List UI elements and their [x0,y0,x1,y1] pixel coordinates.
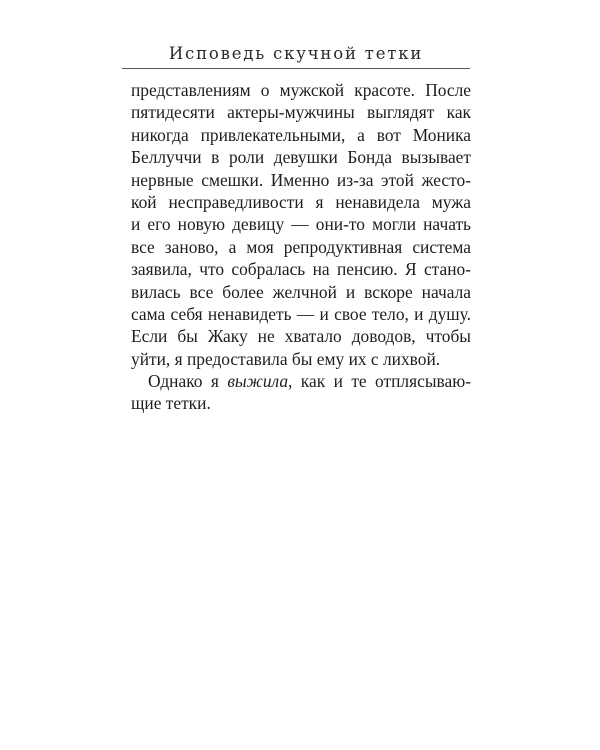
text-line: уйти, я предоставила бы ему их с лихвой. [131,348,441,369]
header-rule [122,68,470,69]
text-fragment: , как и те отплясываю- [288,371,471,392]
text-line: пятидесяти актеры-мужчины выглядят как [131,102,471,123]
text-line: вилась все более желчной и вскоре начала [131,281,471,302]
text-line: заявила, что собралась на пенсию. Я стано- [131,259,471,280]
text-line: нервные смешки. Именно из-за этой жесто- [131,169,471,190]
text-line: и его новую девицу — они-то могли начать [131,214,471,235]
text-fragment: Однако я [148,371,228,392]
paragraph-2 [131,370,471,415]
text-line: Беллуччи в роли девушки Бонда вызывает [131,147,471,168]
body-text [131,79,471,415]
text-line: представлениям о мужской красоте. После [131,80,471,100]
emphasized-word: выжила [227,371,289,392]
text-line: кой несправедливости я ненавидела мужа [131,191,471,212]
running-head-title: Исповедь скучной тетки [168,44,424,63]
text-line [131,370,471,392]
text-line: сама себя ненавидеть — и свое тело, и душу. [131,303,471,324]
text-line: щие тетки. [131,393,211,414]
text-line: Если бы Жаку не хватало доводов, чтобы [131,326,471,347]
text-line: все заново, а моя репродуктивная система [131,236,471,257]
paragraph-1 [131,79,471,370]
text-line: никогда привлекательными, а вот Моника [131,124,471,145]
